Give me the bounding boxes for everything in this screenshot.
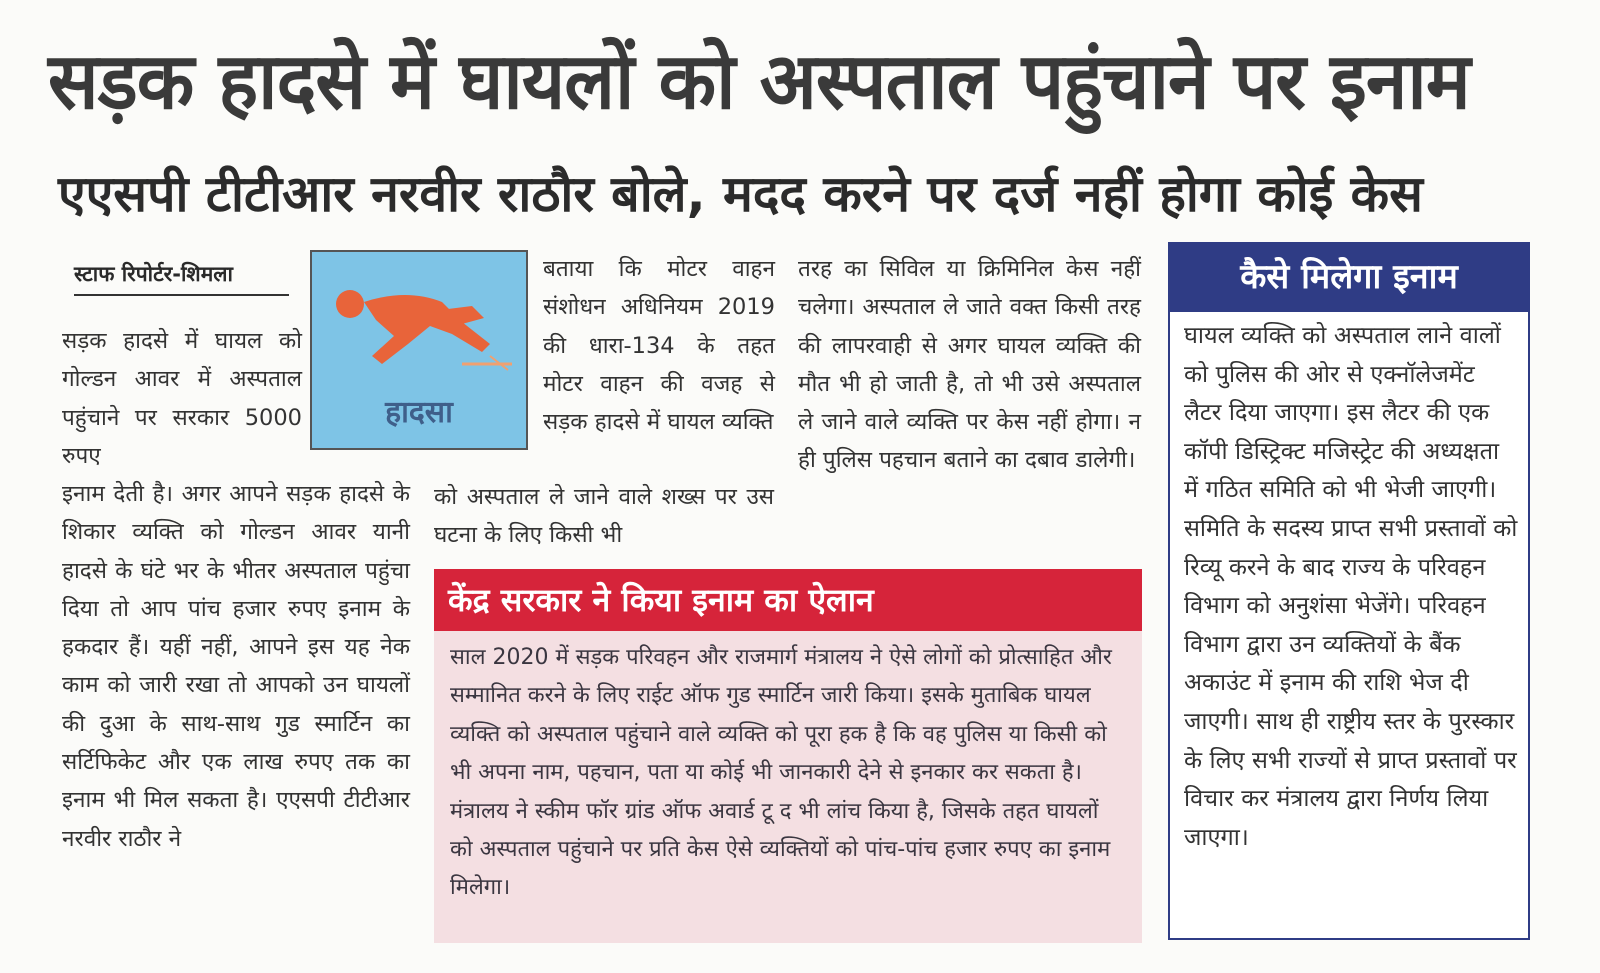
article-text: इनाम देती है। अगर आपने सड़क हादसे के शिकार व्यक्ति को गोल्डन आवर यानी हादसे के घंटे भर के भीतर अस्पताल पहुंचा दिया तो आप पांच हजार रुपए इनाम के हकदार हैं। यहीं नहीं, आपने इस यह नेक काम को जारी रखा तो आपको उन घायलों की दुआ के साथ-साथ गुड स्मार्टिन का सर्टिफिकेट और एक लाख रुपए तक का इनाम भी मिल सकता है। एएसपी टीटीआर नरवीर राठौर ने <box>62 481 410 852</box>
article-col3 <box>798 250 1141 480</box>
article-col1-bottom <box>62 475 410 858</box>
red-box-body: साल 2020 में सड़क परिवहन और राजमार्ग मंत्रालय ने ऐसे लोगों को प्रोत्साहित और सम्मानित करने के लिए राईट ऑफ गुड स्मार्टिन जारी किया। इसके मुताबिक घायल व्यक्ति को अस्पताल पहुंचाने वाले व्यक्ति को पूरा हक है कि वह पुलिस या किसी को भी अपना नाम, पहचान, पता या कोई भी जानकारी देने से इनकार कर सकता है। मंत्रालय ने स्कीम फॉर ग्रांड ऑफ अवार्ड टू द भी लांच किया है, जिसके तहत घायलों को अस्पताल पहुंचाने पर प्रति केस ऐसे व्यक्तियों को पांच-पांच हजार रुपए का इनाम मिलेगा। <box>434 631 1142 943</box>
byline: स्टाफ रिपोर्टर-शिमला <box>74 254 289 296</box>
article-text: बताया कि मोटर वाहन संशोधन अधिनियम 2019 की धारा-134 के तहत मोटर वाहन की वजह से सड़क हादसे में घायल व्यक्ति <box>543 256 775 436</box>
article-text: तरह का सिविल या क्रिमिनिल केस नहीं चलेगा। अस्पताल ले जाते वक्त किसी तरह की लापरवाही से अगर घायल व्यक्ति की मौत भी हो जाती है, तो भी उसे अस्पताल ले जाने वाले व्यक्ति पर केस नहीं होगा। न ही पुलिस पहचान बताने का दबाव डालेगी। <box>798 256 1141 474</box>
sidebar-title: कैसे मिलेगा इनाम <box>1168 242 1530 312</box>
article-col2-top <box>543 250 775 441</box>
sidebar-body: घायल व्यक्ति को अस्पताल लाने वालों को पुलिस की ओर से एक्नॉलेजमेंट लैटर दिया जाएगा। इस लैटर की एक कॉपी डिस्ट्रिक्ट मजिस्ट्रेट की अध्यक्षता में गठित समिति को भी भेजी जाएगी। समिति के सदस्य प्राप्त सभी प्रस्तावों को रिव्यू करने के बाद राज्य के परिवहन विभाग को अनुशंसा भेजेंगे। परिवहन विभाग द्वारा उन व्यक्तियों के बैंक अकाउंट में इनाम की राशि भेज दी जाएगी। साथ ही राष्ट्रीय स्तर के पुरस्कार के लिए सभी राज्यों से प्राप्त प्रस्तावों पर विचार कर मंत्रालय द्वारा निर्णय लिया जाएगा। <box>1168 312 1530 940</box>
headline: सड़क हादसे में घायलों को अस्पताल पहुंचाने पर इनाम <box>48 37 1470 127</box>
article-text: को अस्पताल ले जाने वाले शख्स पर उस घटना के लिए किसी भी <box>434 484 774 549</box>
red-box-title: केंद्र सरकार ने किया इनाम का ऐलान <box>434 569 1142 631</box>
subheadline: एएसपी टीटीआर नरवीर राठौर बोले, मदद करने पर दर्ज नहीं होगा कोई केस <box>58 165 1423 223</box>
accident-image <box>310 250 528 450</box>
image-label: हादसा <box>385 395 453 430</box>
article-text: सड़क हादसे में घायल को गोल्डन आवर में अस्पताल पहुंचाने पर सरकार 5000 रुपए <box>62 328 302 469</box>
article-col1-top <box>62 322 302 475</box>
article-col2-bottom <box>434 478 774 555</box>
